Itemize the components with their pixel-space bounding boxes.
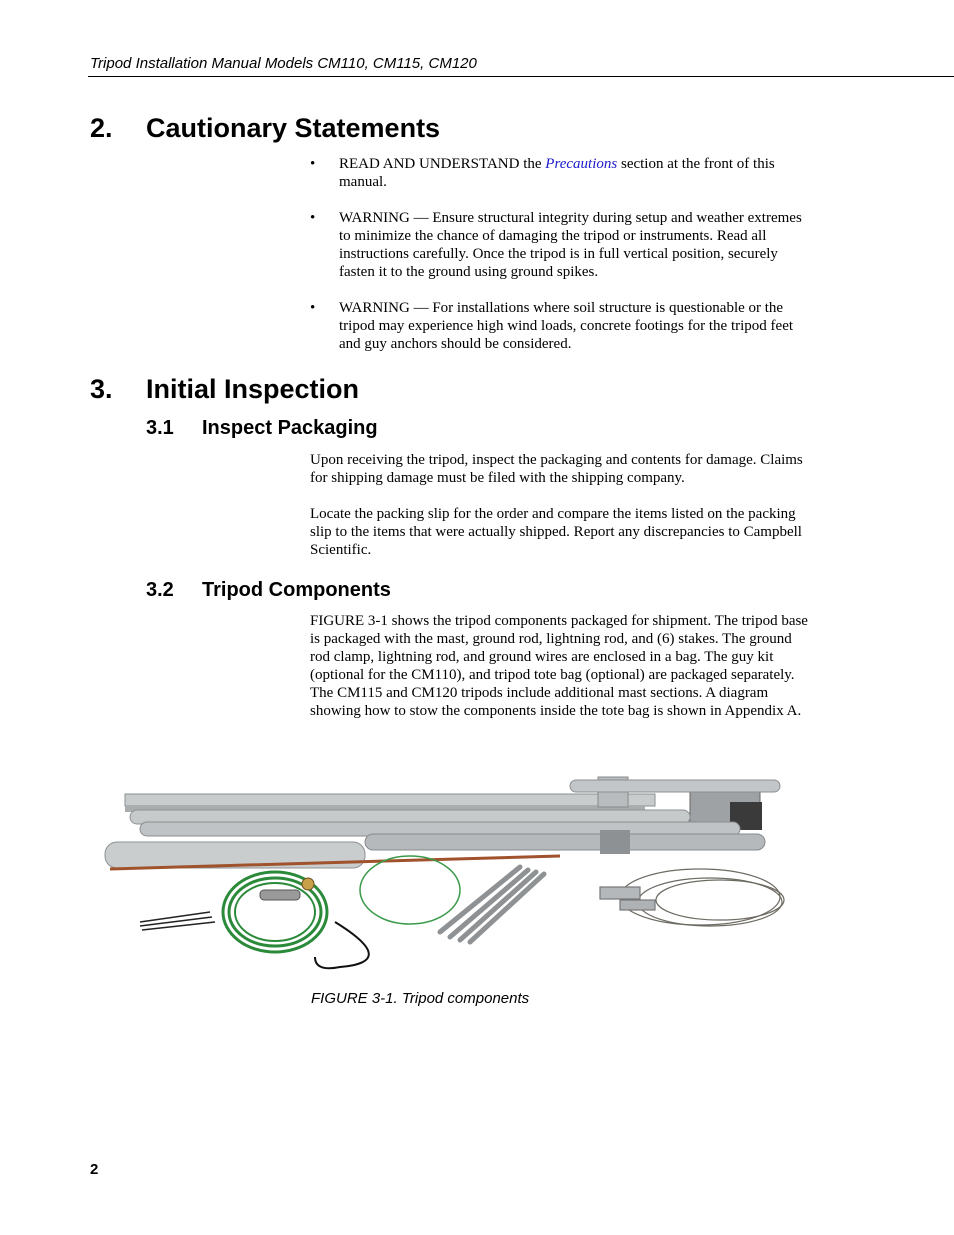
ground-rod-clamp-image [260, 878, 314, 900]
figure-caption: FIGURE 3-1. Tripod components [311, 990, 530, 1007]
subsection-3-2-title: Tripod Components [202, 579, 391, 601]
inspect-paragraph-1: Upon receiving the tripod, inspect the packaging and contents for damage. Claims for shipping damage must be filed with the shipping company. [310, 452, 803, 486]
caution-item-post: section at the front of this manual. [339, 156, 775, 190]
caution-item-text: WARNING — For installations where soil structure is questionable or the tripod may experience high wind loads, concrete footings for the tripod feet and guy anchors should be considered. [339, 300, 794, 352]
precautions-link[interactable]: Precautions [545, 156, 618, 172]
bullet-icon: • [310, 156, 316, 172]
subsection-3-2-number: 3.2 [146, 579, 174, 601]
running-header: Tripod Installation Manual Models CM110, CM115, CM120 [90, 55, 477, 72]
ground-wire-coils-image [140, 856, 460, 968]
header-rule [88, 76, 954, 77]
tripod-components-photo [100, 772, 805, 972]
section-3-title: Initial Inspection [146, 374, 360, 404]
page-number: 2 [90, 1161, 99, 1178]
section-3-number: 3. [90, 374, 113, 404]
components-paragraph: FIGURE 3-1 shows the tripod components packaged for shipment. The tripod base is packaged with the mast, ground rod, lightning rod, and (6) stakes. The ground rod clamp, lightning rod, and ground wires are enclosed in a bag. The guy kit (optional for the CM110), and tripod tote bag (optional) are packaged separately. The CM115 and CM120 tripods include additional mast sections. A diagram showing how to stow the components inside the tote bag is shown in Appendix A. [310, 613, 808, 719]
caution-item [310, 209, 810, 281]
section-2-title: Cautionary Statements [146, 113, 441, 143]
caution-item [310, 299, 810, 353]
bullet-icon: • [310, 210, 316, 226]
caution-item-text: WARNING — Ensure structural integrity during setup and weather extremes to minimize the chance of damaging the tripod or instruments. Read all instructions carefully. Once the tripod is in full vertical position, securely fasten it to the ground using ground spikes. [339, 210, 802, 280]
subsection-3-1-title: Inspect Packaging [202, 417, 378, 439]
section-2-number: 2. [90, 113, 113, 143]
inspect-paragraph-2: Locate the packing slip for the order and compare the items listed on the packing slip to the items that were actually shipped. Report any discrepancies to Campbell Scientific. [310, 506, 802, 558]
subsection-3-1-number: 3.1 [146, 417, 174, 439]
bullet-icon: • [310, 300, 316, 316]
guy-kit-image [600, 869, 784, 926]
caution-item [310, 155, 810, 191]
caution-item-pre: READ AND UNDERSTAND the [339, 156, 546, 172]
caution-list [310, 155, 810, 371]
